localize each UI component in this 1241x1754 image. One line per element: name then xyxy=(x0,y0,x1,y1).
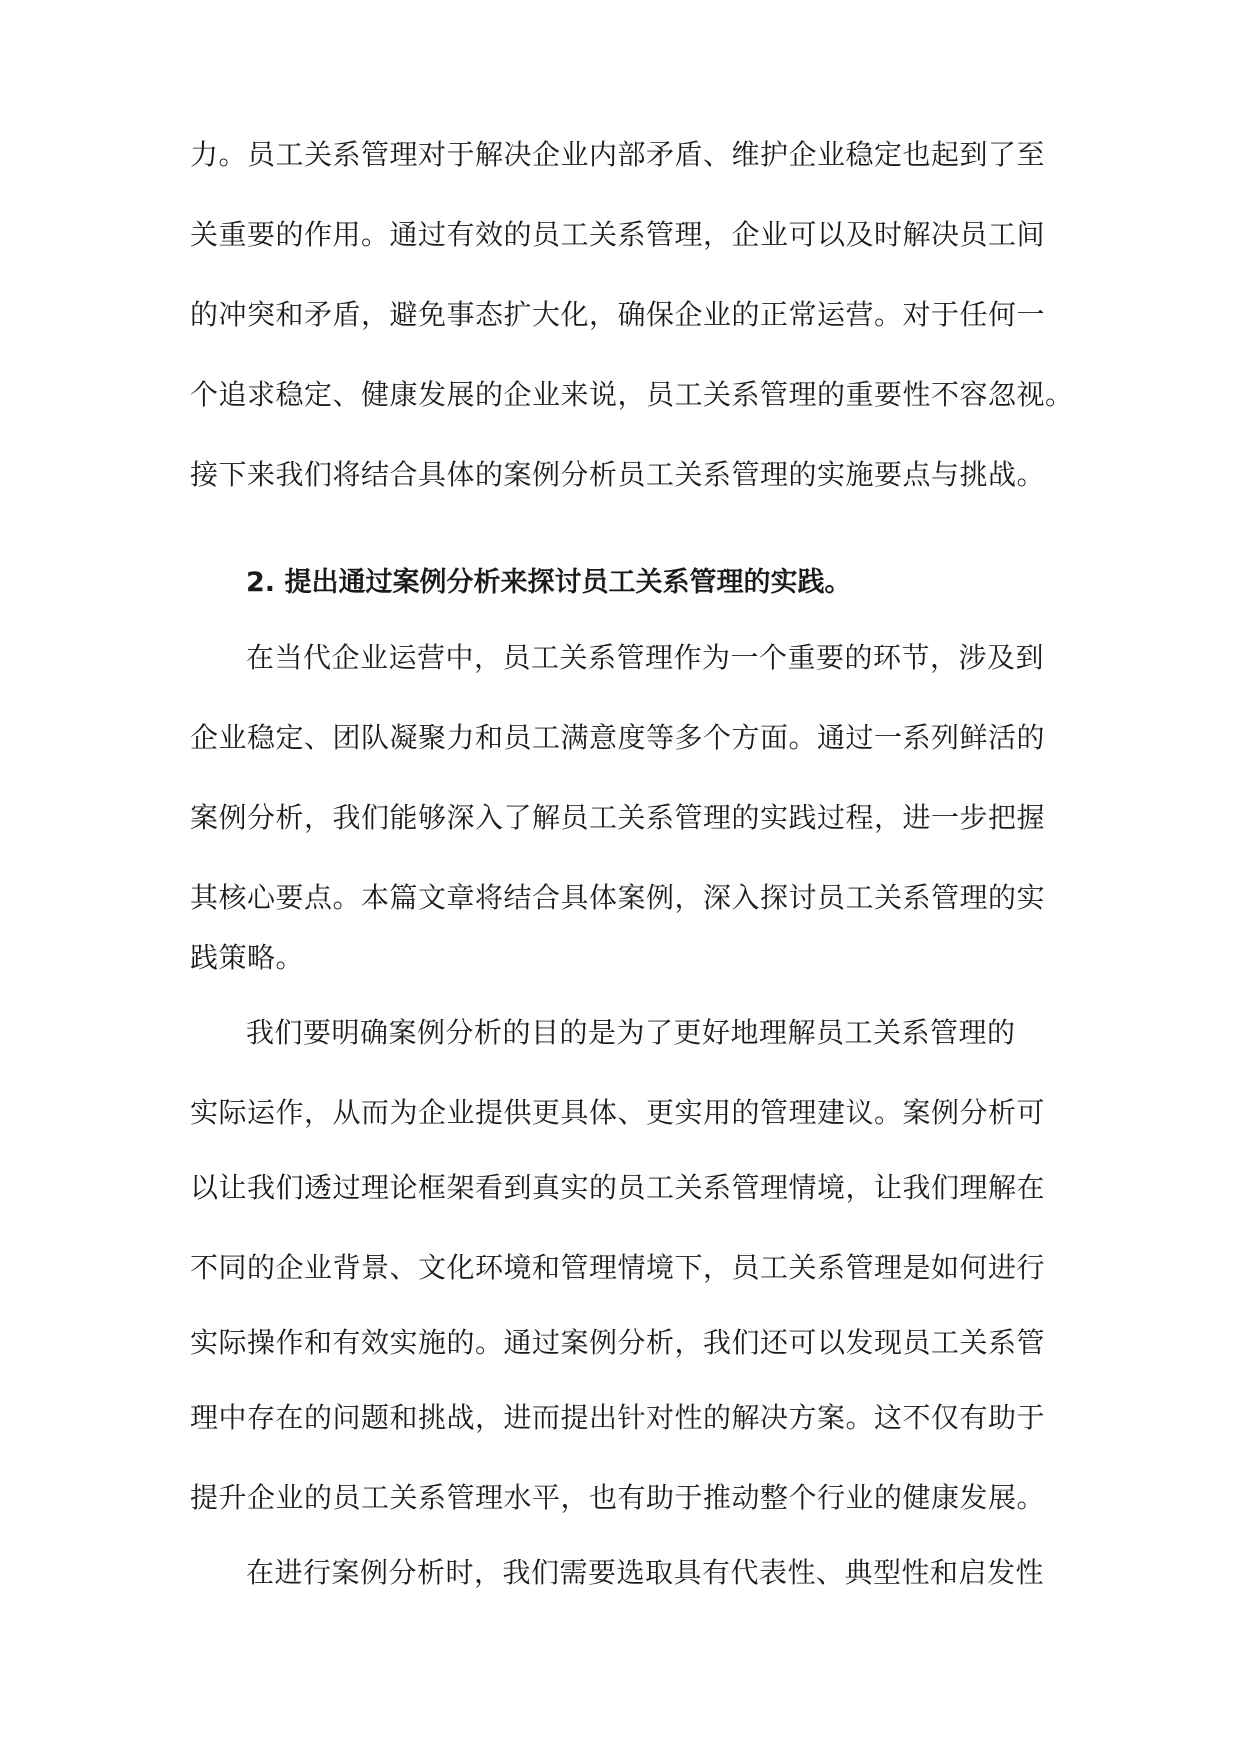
paragraph-line: 理中存在的问题和挑战，进而提出针对性的解决方案。这不仅有助于 xyxy=(190,1401,1046,1434)
paragraph-line: 案例分析，我们能够深入了解员工关系管理的实践过程，进一步把握 xyxy=(190,801,1046,834)
paragraph-line: 以让我们透过理论框架看到真实的员工关系管理情境，让我们理解在 xyxy=(190,1171,1046,1204)
paragraph-line: 践策略。 xyxy=(190,941,305,974)
paragraph-line: 力。员工关系管理对于解决企业内部矛盾、维护企业稳定也起到了至 xyxy=(190,138,1046,171)
paragraph-line: 在进行案例分析时，我们需要选取具有代表性、典型性和启发性 xyxy=(246,1556,1045,1589)
paragraph-line: 企业稳定、团队凝聚力和员工满意度等多个方面。通过一系列鲜活的 xyxy=(190,721,1046,754)
paragraph-line: 实际操作和有效实施的。通过案例分析，我们还可以发现员工关系管 xyxy=(190,1326,1046,1359)
paragraph-line: 实际运作，从而为企业提供更具体、更实用的管理建议。案例分析可 xyxy=(190,1096,1046,1129)
paragraph-line: 接下来我们将结合具体的案例分析员工关系管理的实施要点与挑战。 xyxy=(190,458,1046,491)
section-heading: 2. 提出通过案例分析来探讨员工关系管理的实践。 xyxy=(246,567,852,598)
paragraph-line: 其核心要点。本篇文章将结合具体案例，深入探讨员工关系管理的实 xyxy=(190,881,1046,914)
paragraph-line: 的冲突和矛盾，避免事态扩大化，确保企业的正常运营。对于任何一 xyxy=(190,298,1046,331)
paragraph-line: 个追求稳定、健康发展的企业来说，员工关系管理的重要性不容忽视。 xyxy=(190,378,1074,411)
paragraph-line: 提升企业的员工关系管理水平，也有助于推动整个行业的健康发展。 xyxy=(190,1481,1046,1514)
paragraph-line: 我们要明确案例分析的目的是为了更好地理解员工关系管理的 xyxy=(246,1016,1016,1049)
paragraph-line: 关重要的作用。通过有效的员工关系管理，企业可以及时解决员工间 xyxy=(190,218,1046,251)
paragraph-line: 不同的企业背景、文化环境和管理情境下，员工关系管理是如何进行 xyxy=(190,1251,1046,1284)
paragraph-line: 在当代企业运营中，员工关系管理作为一个重要的环节，涉及到 xyxy=(246,641,1045,674)
